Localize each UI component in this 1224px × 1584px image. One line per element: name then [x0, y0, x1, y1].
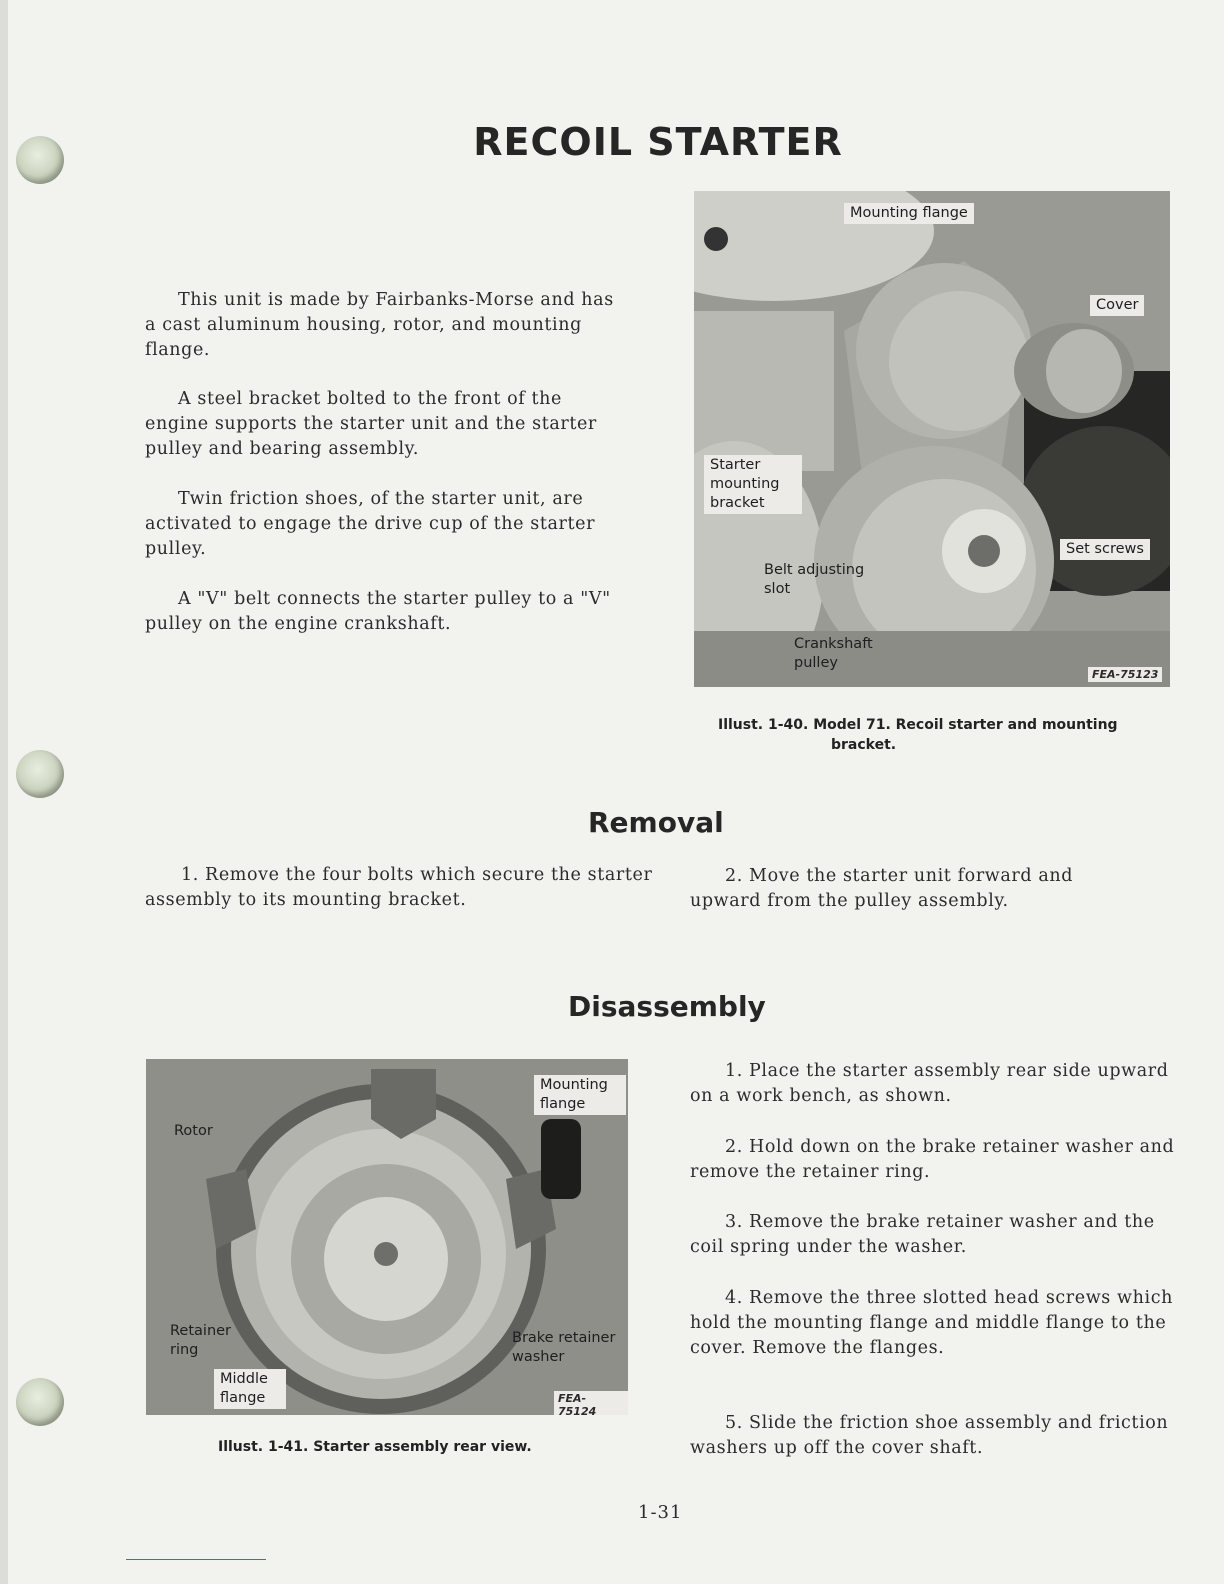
starter-rear-view-photo — [146, 1059, 628, 1415]
figure-2-caption: Illust. 1-41. Starter assembly rear view. — [218, 1439, 532, 1455]
recoil-starter-photo — [694, 191, 1170, 687]
page-title: RECOIL STARTER — [473, 120, 843, 164]
disassembly-step-5: 5. Slide the friction shoe assembly and friction washers up off the cover shaft. — [690, 1413, 1169, 1458]
figure-2-code: FEA-75124 — [554, 1391, 628, 1415]
footer-rule — [126, 1559, 266, 1560]
label-rotor: Rotor — [174, 1123, 213, 1139]
page-edge — [0, 0, 8, 1584]
label-set-screws: Set screws — [1060, 539, 1150, 560]
intro-paragraph-2: A steel bracket bolted to the front of the engine supports the starter unit and the starter pulley and bearing assembly. — [145, 389, 597, 459]
label-cover: Cover — [1090, 295, 1144, 316]
intro-paragraph-3: Twin friction shoes, of the starter unit, are activated to engage the drive cup of the starter pulley. — [145, 489, 596, 559]
label-starter-mounting-bracket: Starter mounting bracket — [704, 455, 802, 514]
disassembly-step-3: 3. Remove the brake retainer washer and the coil spring under the washer. — [690, 1212, 1155, 1257]
label-brake-retainer-washer: Brake retainer washer — [512, 1330, 616, 1365]
disassembly-step-2: 2. Hold down on the brake retainer washer and remove the retainer ring. — [690, 1137, 1175, 1182]
label-retainer-ring: Retainer ring — [170, 1323, 232, 1358]
label-crankshaft-pulley: Crankshaft pulley — [794, 636, 873, 671]
intro-paragraph-4: A "V" belt connects the starter pulley to a "V" pulley on the engine crankshaft. — [145, 589, 611, 634]
label-belt-adjusting-slot: Belt adjusting slot — [764, 562, 865, 597]
figure-1-caption-line-2: bracket. — [831, 737, 897, 753]
binder-hole-middle — [16, 750, 64, 798]
binder-hole-bottom — [16, 1378, 64, 1426]
removal-heading: Removal — [588, 806, 724, 839]
recoil-starter-drawing — [694, 191, 1170, 687]
label-mounting-flange: Mounting flange — [844, 203, 974, 224]
figure-code: FEA-75123 — [1088, 667, 1162, 682]
disassembly-step-1: 1. Place the starter assembly rear side upward on a work bench, as shown. — [690, 1061, 1169, 1106]
disassembly-step-4: 4. Remove the three slotted head screws which hold the mounting flange and middle flange to the cover. Remove the flanges. — [690, 1288, 1173, 1358]
figure-1-caption — [718, 715, 1158, 755]
page-number: 1-31 — [638, 1502, 683, 1523]
label-mounting-flange-2: Mounting flange — [534, 1075, 626, 1115]
removal-step-2: 2. Move the starter unit forward and upward from the pulley assembly. — [690, 866, 1074, 911]
intro-paragraph-1: This unit is made by Fairbanks-Morse and has a cast aluminum housing, rotor, and mounting flange. — [145, 290, 614, 360]
removal-step-1: 1. Remove the four bolts which secure the starter assembly to its mounting bracket. — [145, 865, 653, 910]
label-middle-flange: Middle flange — [214, 1369, 286, 1409]
disassembly-heading: Disassembly — [568, 990, 766, 1023]
figure-1-caption-line-1: Illust. 1-40. Model 71. Recoil starter and mounting — [718, 717, 1118, 733]
